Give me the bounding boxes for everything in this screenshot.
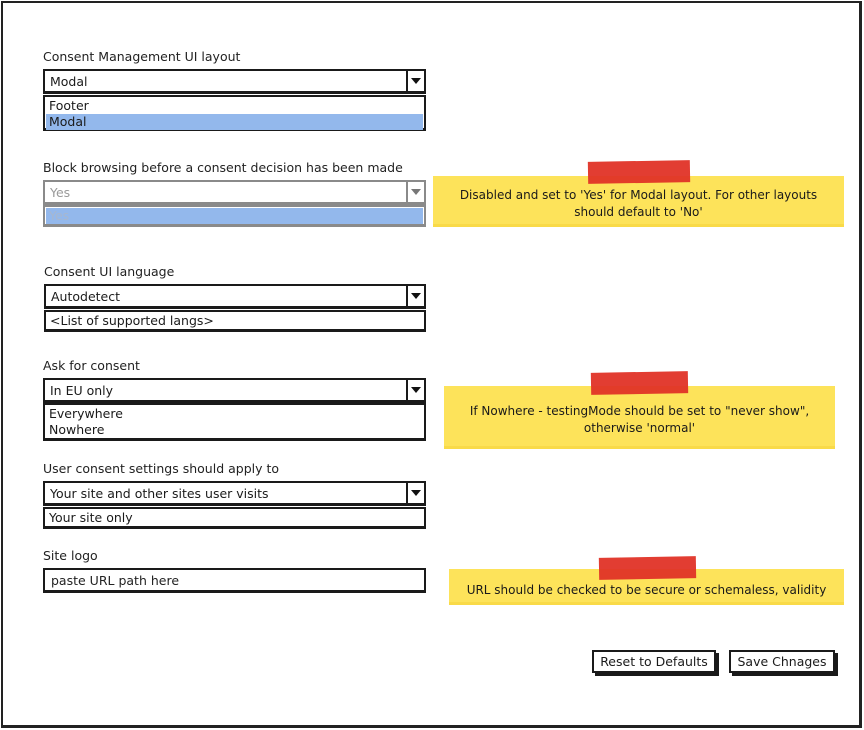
language-label: Consent UI language [44, 264, 175, 279]
ask-consent-select[interactable] [43, 378, 426, 403]
chevron-down-icon [411, 387, 421, 393]
block-browsing-label: Block browsing before a consent decision has been made [43, 160, 403, 175]
chevron-down-icon [411, 293, 421, 299]
tape-decoration [588, 160, 690, 184]
language-option-list[interactable]: <List of supported langs> [50, 313, 214, 328]
apply-to-option-your-site-only[interactable]: Your site only [49, 510, 133, 525]
site-logo-placeholder: paste URL path here [51, 573, 180, 588]
block-browsing-option-yes[interactable]: Yes [46, 208, 423, 224]
language-dropdown-button[interactable] [406, 286, 424, 306]
language-select[interactable] [44, 284, 426, 309]
layout-label: Consent Management UI layout [43, 49, 241, 64]
sticky-note-site-logo: URL should be checked to be secure or schemaless, validity [449, 569, 844, 605]
apply-to-select-value: Your site and other sites user visits [50, 486, 269, 501]
tape-decoration [599, 556, 696, 580]
layout-dropdown-button[interactable] [406, 71, 424, 91]
sticky-note-block-browsing: Disabled and set to 'Yes' for Modal layout. For other layouts should default to 'No' [433, 176, 844, 227]
apply-to-dropdown-button[interactable] [406, 483, 424, 503]
apply-to-label: User consent settings should apply to [43, 461, 280, 476]
ask-consent-select-value: In EU only [50, 383, 114, 398]
layout-select[interactable] [43, 69, 426, 94]
site-logo-url-input[interactable] [43, 568, 426, 593]
reset-to-defaults-button[interactable]: Reset to Defaults [592, 650, 716, 673]
layout-options-list[interactable] [43, 95, 426, 131]
apply-to-options-list[interactable] [43, 507, 426, 529]
language-select-value: Autodetect [51, 289, 121, 304]
apply-to-select[interactable] [43, 481, 426, 506]
language-options-list[interactable] [44, 310, 426, 332]
ask-consent-option-everywhere[interactable]: Everywhere [49, 406, 123, 421]
chevron-down-icon [411, 189, 421, 195]
site-logo-label: Site logo [43, 548, 98, 563]
layout-option-footer[interactable]: Footer [49, 98, 89, 113]
block-browsing-select[interactable] [43, 180, 426, 205]
chevron-down-icon [411, 78, 421, 84]
save-changes-button[interactable]: Save Chnages [729, 650, 835, 673]
block-browsing-select-value: Yes [50, 185, 71, 200]
ask-consent-option-nowhere[interactable]: Nowhere [49, 422, 105, 437]
ask-consent-dropdown-button[interactable] [406, 380, 424, 400]
block-browsing-dropdown-button[interactable] [406, 182, 424, 202]
chevron-down-icon [411, 490, 421, 496]
layout-option-modal[interactable]: Modal [46, 114, 423, 130]
ask-consent-label: Ask for consent [43, 358, 140, 373]
tape-decoration [591, 371, 688, 395]
sticky-note-ask-consent: If Nowhere - testingMode should be set to "never show", otherwise 'normal' [444, 386, 835, 449]
block-browsing-options-list[interactable] [43, 205, 426, 227]
ask-consent-options-list[interactable] [43, 403, 426, 441]
layout-select-value: Modal [50, 74, 88, 89]
